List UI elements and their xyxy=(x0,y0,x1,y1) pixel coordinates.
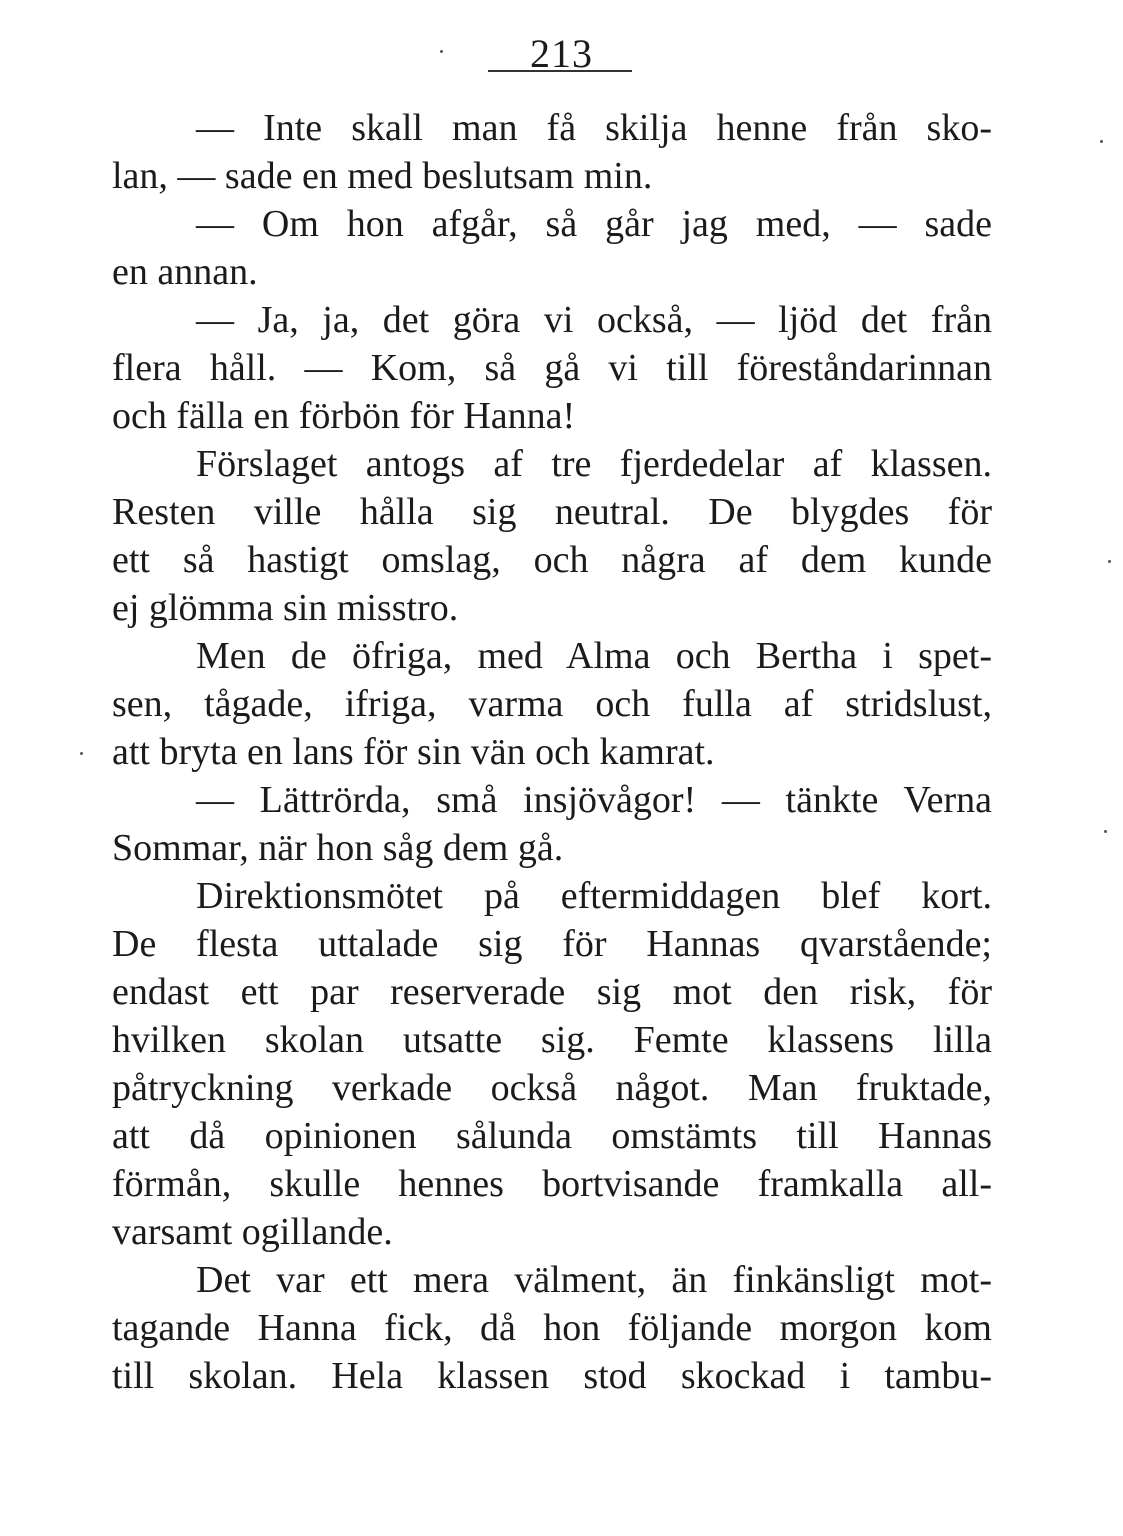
scan-speck xyxy=(1108,560,1111,563)
text-line: Förslaget antogs af tre fjerdedelar af klassen. xyxy=(196,443,992,485)
text-line: Men de öfriga, med Alma och Bertha i spet- xyxy=(196,635,992,677)
scan-speck xyxy=(1104,830,1107,833)
text-line: tagande Hanna fick, då hon följande morgon kom xyxy=(112,1307,992,1349)
text-line: — Om hon afgår, så går jag med, — sade xyxy=(196,203,992,245)
text-line: Sommar, när hon såg dem gå. xyxy=(112,827,564,869)
text-line: en annan. xyxy=(112,251,258,293)
text-line: ett så hastigt omslag, och några af dem kunde xyxy=(112,539,992,581)
text-line: till skolan. Hela klassen stod skockad i tambu- xyxy=(112,1355,992,1397)
header-rule xyxy=(488,70,632,72)
text-line: lan, — sade en med beslutsam min. xyxy=(112,155,653,197)
text-line: förmån, skulle hennes bortvisande framkalla all- xyxy=(112,1163,992,1205)
text-line: Direktionsmötet på eftermiddagen blef kort. xyxy=(196,875,992,917)
text-line: påtryckning verkade också något. Man fruktade, xyxy=(112,1067,992,1109)
scan-speck xyxy=(80,752,83,755)
text-line: Det var ett mera välment, än finkänsligt mot- xyxy=(196,1259,992,1301)
text-line: — Inte skall man få skilja henne från sko- xyxy=(196,107,992,149)
scan-speck xyxy=(440,50,443,53)
text-line: varsamt ogillande. xyxy=(112,1211,393,1253)
text-line: och fälla en förbön för Hanna! xyxy=(112,395,576,437)
text-line: — Lättrörda, små insjövågor! — tänkte Verna xyxy=(196,779,992,821)
text-line: — Ja, ja, det göra vi också, — ljöd det från xyxy=(196,299,992,341)
text-line: flera håll. — Kom, så gå vi till föreståndarinnan xyxy=(112,347,992,389)
text-line: De flesta uttalade sig för Hannas qvarstående; xyxy=(112,923,992,965)
text-line: hvilken skolan utsatte sig. Femte klassens lilla xyxy=(112,1019,992,1061)
text-line: Resten ville hålla sig neutral. De blygdes för xyxy=(112,491,992,533)
page-number: 213 xyxy=(530,31,593,76)
text-line: att bryta en lans för sin vän och kamrat. xyxy=(112,731,715,773)
text-line: sen, tågade, ifriga, varma och fulla af stridslust, xyxy=(112,683,992,725)
text-line: att då opinionen sålunda omstämts till Hannas xyxy=(112,1115,992,1157)
text-line: endast ett par reserverade sig mot den risk, för xyxy=(112,971,992,1013)
scan-speck xyxy=(1100,140,1103,143)
text-line: ej glömma sin misstro. xyxy=(112,587,459,629)
